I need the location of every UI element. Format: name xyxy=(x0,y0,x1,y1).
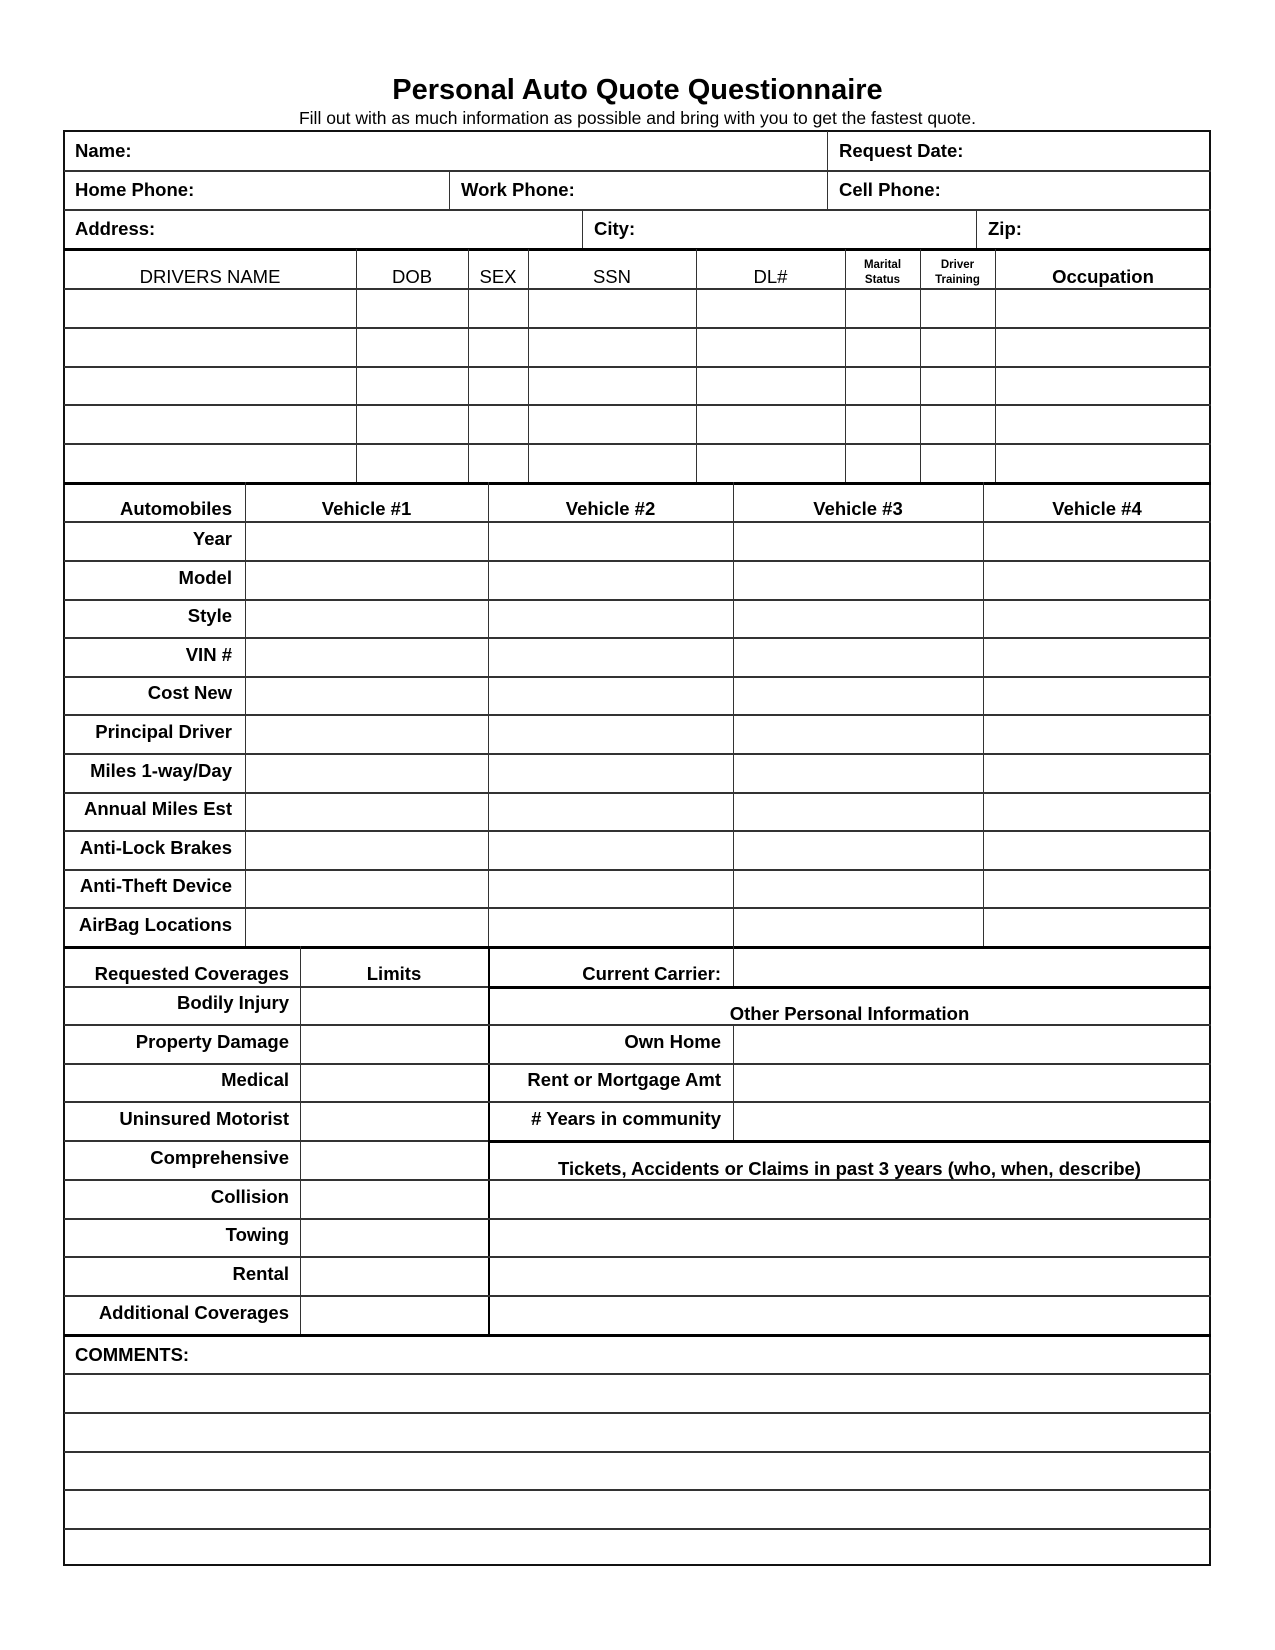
coverage-row-label: Comprehensive xyxy=(150,1146,289,1168)
vehicle-row-label: Principal Driver xyxy=(95,720,232,742)
vehicle-4-miles-1-way-day-field[interactable] xyxy=(985,755,1209,790)
vertical-rule xyxy=(827,131,828,209)
vehicle-2-principal-driver-field[interactable] xyxy=(490,716,731,751)
personal-row-label: # Years in community xyxy=(531,1107,721,1129)
horizontal-rule xyxy=(64,482,1211,485)
driver-3-driver-training-field[interactable] xyxy=(922,368,993,402)
coverage-limit-field[interactable] xyxy=(302,1297,486,1332)
driver-1-ssn-field[interactable] xyxy=(530,290,694,324)
col-marital-line2: Status xyxy=(864,274,901,286)
vehicle-4-style-field[interactable] xyxy=(985,601,1209,635)
vertical-rule xyxy=(300,946,301,1334)
vehicle-row-label: Miles 1-way/Day xyxy=(90,759,232,781)
vehicle-2-cost-new-field[interactable] xyxy=(490,678,731,712)
driver-5-dob-field[interactable] xyxy=(358,445,466,479)
horizontal-rule xyxy=(488,1140,1211,1143)
vehicle-3-airbag-locations-field[interactable] xyxy=(735,909,981,944)
driver-2-driver-training-field[interactable] xyxy=(922,329,993,363)
vertical-rule xyxy=(976,209,977,248)
page-title: Personal Auto Quote Questionnaire xyxy=(392,74,883,106)
request-date-label: Request Date: xyxy=(839,140,964,161)
vehicle-row-label: Cost New xyxy=(147,682,232,703)
comment-line-field[interactable] xyxy=(66,1491,1209,1526)
vehicle-2-anti-lock-brakes-field[interactable] xyxy=(490,832,731,867)
current-carrier-label: Current Carrier: xyxy=(582,963,721,984)
vehicle-4-airbag-locations-field[interactable] xyxy=(985,909,1209,944)
vehicle-3-header: Vehicle #3 xyxy=(813,498,903,519)
driver-5-marital-status-field[interactable] xyxy=(847,445,918,479)
vertical-rule xyxy=(488,482,489,946)
work-phone-field[interactable] xyxy=(585,172,825,209)
request-date-field[interactable] xyxy=(975,133,1209,170)
comments-label: COMMENTS: xyxy=(75,1344,190,1365)
work-phone-label: Work Phone: xyxy=(461,179,575,200)
col-occupation: Occupation xyxy=(1052,266,1154,287)
coverage-limit-field[interactable] xyxy=(302,1142,486,1177)
vehicle-1-anti-theft-device-field[interactable] xyxy=(247,871,486,905)
cell-phone-label: Cell Phone: xyxy=(839,179,941,200)
driver-1-name-field[interactable] xyxy=(66,290,354,324)
driver-4-driver-training-field[interactable] xyxy=(922,406,993,440)
address-label: Address: xyxy=(75,218,156,239)
vehicle-3-cost-new-field[interactable] xyxy=(735,678,981,712)
ticket-line-field[interactable] xyxy=(490,1181,1209,1216)
driver-4-marital-status-field[interactable] xyxy=(847,406,918,440)
driver-3-marital-status-field[interactable] xyxy=(847,368,918,402)
driver-2-occupation-field[interactable] xyxy=(997,329,1209,363)
personal-info-field[interactable] xyxy=(735,1103,1209,1138)
address-field[interactable] xyxy=(165,211,580,248)
col-training-line2: Training xyxy=(935,274,980,286)
vehicle-4-header: Vehicle #4 xyxy=(1052,498,1142,519)
vehicle-3-miles-1-way-day-field[interactable] xyxy=(735,755,981,790)
driver-2-marital-status-field[interactable] xyxy=(847,329,918,363)
vehicle-1-principal-driver-field[interactable] xyxy=(247,716,486,751)
vehicle-3-model-field[interactable] xyxy=(735,562,981,597)
comment-line-field[interactable] xyxy=(66,1530,1209,1563)
vehicle-4-anti-theft-device-field[interactable] xyxy=(985,871,1209,905)
vehicle-4-anti-lock-brakes-field[interactable] xyxy=(985,832,1209,867)
driver-3-ssn-field[interactable] xyxy=(530,368,694,402)
vertical-rule xyxy=(983,482,984,946)
vehicle-1-vin-field[interactable] xyxy=(247,639,486,674)
vehicle-3-vin-field[interactable] xyxy=(735,639,981,674)
limits-header: Limits xyxy=(366,963,422,984)
vehicle-4-vin-field[interactable] xyxy=(985,639,1209,674)
coverage-row-label: Property Damage xyxy=(135,1030,289,1052)
driver-3-dl-field[interactable] xyxy=(698,368,843,402)
driver-1-dob-field[interactable] xyxy=(358,290,466,324)
coverage-row-label: Rental xyxy=(232,1262,289,1284)
ticket-line-field[interactable] xyxy=(490,1220,1209,1254)
ticket-line-field[interactable] xyxy=(490,1297,1209,1332)
personal-info-field[interactable] xyxy=(735,1065,1209,1099)
comment-line-field[interactable] xyxy=(66,1414,1209,1449)
vehicle-1-anti-lock-brakes-field[interactable] xyxy=(247,832,486,867)
driver-5-occupation-field[interactable] xyxy=(997,445,1209,479)
horizontal-rule xyxy=(64,1334,488,1337)
vehicle-3-anti-lock-brakes-field[interactable] xyxy=(735,832,981,867)
vehicle-4-annual-miles-est-field[interactable] xyxy=(985,794,1209,828)
vehicle-3-anti-theft-device-field[interactable] xyxy=(735,871,981,905)
vehicle-1-miles-1-way-day-field[interactable] xyxy=(247,755,486,790)
vehicle-3-principal-driver-field[interactable] xyxy=(735,716,981,751)
coverage-row-label: Medical xyxy=(221,1069,289,1090)
coverage-limit-field[interactable] xyxy=(302,1220,486,1254)
col-sex: SEX xyxy=(479,266,517,287)
other-personal-info-header: Other Personal Information xyxy=(729,1003,970,1024)
driver-2-sex-field[interactable] xyxy=(470,329,526,363)
coverage-limit-field[interactable] xyxy=(302,1258,486,1293)
col-ssn: SSN xyxy=(592,266,632,287)
horizontal-rule xyxy=(488,986,1211,989)
personal-info-field[interactable] xyxy=(735,1026,1209,1061)
home-phone-field[interactable] xyxy=(200,172,448,209)
coverage-row-label: Collision xyxy=(210,1185,289,1207)
vehicle-4-model-field[interactable] xyxy=(985,562,1209,597)
driver-1-marital-status-field[interactable] xyxy=(847,290,918,324)
coverage-limit-field[interactable] xyxy=(302,1103,486,1138)
vertical-rule xyxy=(245,482,246,946)
coverage-row-label: Additional Coverages xyxy=(98,1301,289,1323)
vehicle-3-style-field[interactable] xyxy=(735,601,981,635)
personal-row-label: Rent or Mortgage Amt xyxy=(527,1069,721,1090)
driver-4-ssn-field[interactable] xyxy=(530,406,694,440)
vehicle-4-year-field[interactable] xyxy=(985,523,1209,558)
vehicle-3-annual-miles-est-field[interactable] xyxy=(735,794,981,828)
name-field[interactable] xyxy=(180,133,825,170)
vehicle-1-year-field[interactable] xyxy=(247,523,486,558)
vehicle-row-label: AirBag Locations xyxy=(78,913,232,935)
vehicle-2-airbag-locations-field[interactable] xyxy=(490,909,731,944)
vehicle-1-annual-miles-est-field[interactable] xyxy=(247,794,486,828)
driver-4-dob-field[interactable] xyxy=(358,406,466,440)
col-drivers-name: DRIVERS NAME xyxy=(139,266,281,287)
vehicle-row-label: Anti-Theft Device xyxy=(79,875,232,896)
horizontal-rule xyxy=(488,1334,1211,1337)
comment-line-field[interactable] xyxy=(66,1453,1209,1487)
vehicle-1-header: Vehicle #1 xyxy=(321,498,412,519)
driver-5-dl-field[interactable] xyxy=(698,445,843,479)
city-field[interactable] xyxy=(645,211,975,248)
coverage-limit-field[interactable] xyxy=(302,1181,486,1216)
vehicle-row-label: VIN # xyxy=(185,643,232,665)
driver-3-name-field[interactable] xyxy=(66,368,354,402)
driver-2-ssn-field[interactable] xyxy=(530,329,694,363)
vehicle-2-style-field[interactable] xyxy=(490,601,731,635)
driver-4-dl-field[interactable] xyxy=(698,406,843,440)
vehicle-row-label: Annual Miles Est xyxy=(83,798,232,819)
vehicle-1-airbag-locations-field[interactable] xyxy=(247,909,486,944)
zip-label: Zip: xyxy=(988,218,1022,239)
city-label: City: xyxy=(594,218,636,239)
comment-line-field[interactable] xyxy=(66,1375,1209,1410)
coverage-row-label: Uninsured Motorist xyxy=(119,1107,289,1129)
vehicle-4-principal-driver-field[interactable] xyxy=(985,716,1209,751)
vehicle-1-model-field[interactable] xyxy=(247,562,486,597)
vehicle-2-anti-theft-device-field[interactable] xyxy=(490,871,731,905)
driver-1-driver-training-field[interactable] xyxy=(922,290,993,324)
col-training-line1: Driver xyxy=(940,259,975,271)
vehicle-1-style-field[interactable] xyxy=(247,601,486,635)
vertical-rule xyxy=(449,170,450,209)
current-carrier-field[interactable] xyxy=(734,948,1209,985)
driver-5-sex-field[interactable] xyxy=(470,445,526,479)
driver-3-occupation-field[interactable] xyxy=(997,368,1209,402)
driver-5-ssn-field[interactable] xyxy=(530,445,694,479)
vehicle-2-annual-miles-est-field[interactable] xyxy=(490,794,731,828)
driver-4-name-field[interactable] xyxy=(66,406,354,440)
vehicle-row-label: Model xyxy=(178,566,232,588)
vehicle-1-cost-new-field[interactable] xyxy=(247,678,486,712)
vehicle-row-label: Year xyxy=(192,527,232,549)
zip-field[interactable] xyxy=(1030,211,1209,248)
ticket-line-field[interactable] xyxy=(490,1258,1209,1293)
vehicle-3-year-field[interactable] xyxy=(735,523,981,558)
automobiles-header: Automobiles xyxy=(119,498,232,519)
vehicle-2-vin-field[interactable] xyxy=(490,639,731,674)
vertical-rule xyxy=(582,209,583,248)
coverages-header: Requested Coverages xyxy=(94,963,289,984)
driver-1-dl-field[interactable] xyxy=(698,290,843,324)
name-label: Name: xyxy=(75,140,132,161)
driver-2-dob-field[interactable] xyxy=(358,329,466,363)
vertical-rule xyxy=(733,1024,734,1140)
coverage-limit-field[interactable] xyxy=(302,1065,486,1099)
coverage-limit-field[interactable] xyxy=(302,1026,486,1061)
driver-1-sex-field[interactable] xyxy=(470,290,526,324)
driver-3-dob-field[interactable] xyxy=(358,368,466,402)
driver-2-dl-field[interactable] xyxy=(698,329,843,363)
vehicle-2-header: Vehicle #2 xyxy=(565,498,656,519)
vehicle-row-label: Style xyxy=(187,605,232,626)
col-dob: DOB xyxy=(391,266,433,287)
driver-3-sex-field[interactable] xyxy=(470,368,526,402)
vehicle-2-year-field[interactable] xyxy=(490,523,731,558)
col-dl: DL# xyxy=(753,266,788,287)
coverage-limit-field[interactable] xyxy=(302,988,486,1022)
driver-1-occupation-field[interactable] xyxy=(997,290,1209,324)
horizontal-rule xyxy=(64,248,1211,251)
driver-4-sex-field[interactable] xyxy=(470,406,526,440)
vehicle-2-model-field[interactable] xyxy=(490,562,731,597)
vehicle-4-cost-new-field[interactable] xyxy=(985,678,1209,712)
driver-4-occupation-field[interactable] xyxy=(997,406,1209,440)
driver-5-name-field[interactable] xyxy=(66,445,354,479)
driver-2-name-field[interactable] xyxy=(66,329,354,363)
driver-5-driver-training-field[interactable] xyxy=(922,445,993,479)
cell-phone-field[interactable] xyxy=(955,172,1209,209)
coverage-row-label: Towing xyxy=(225,1224,289,1245)
coverage-row-label: Bodily Injury xyxy=(176,992,289,1013)
tickets-header: Tickets, Accidents or Claims in past 3 years (who, when, describe) xyxy=(558,1158,1141,1179)
page-subtitle: Fill out with as much information as possible and bring with you to get the fastest quote. xyxy=(298,108,977,128)
home-phone-label: Home Phone: xyxy=(75,179,195,200)
col-marital-line1: Marital xyxy=(863,259,902,271)
vehicle-2-miles-1-way-day-field[interactable] xyxy=(490,755,731,790)
vertical-rule xyxy=(733,482,734,946)
vehicle-row-label: Anti-Lock Brakes xyxy=(79,836,232,858)
personal-row-label: Own Home xyxy=(624,1030,721,1052)
